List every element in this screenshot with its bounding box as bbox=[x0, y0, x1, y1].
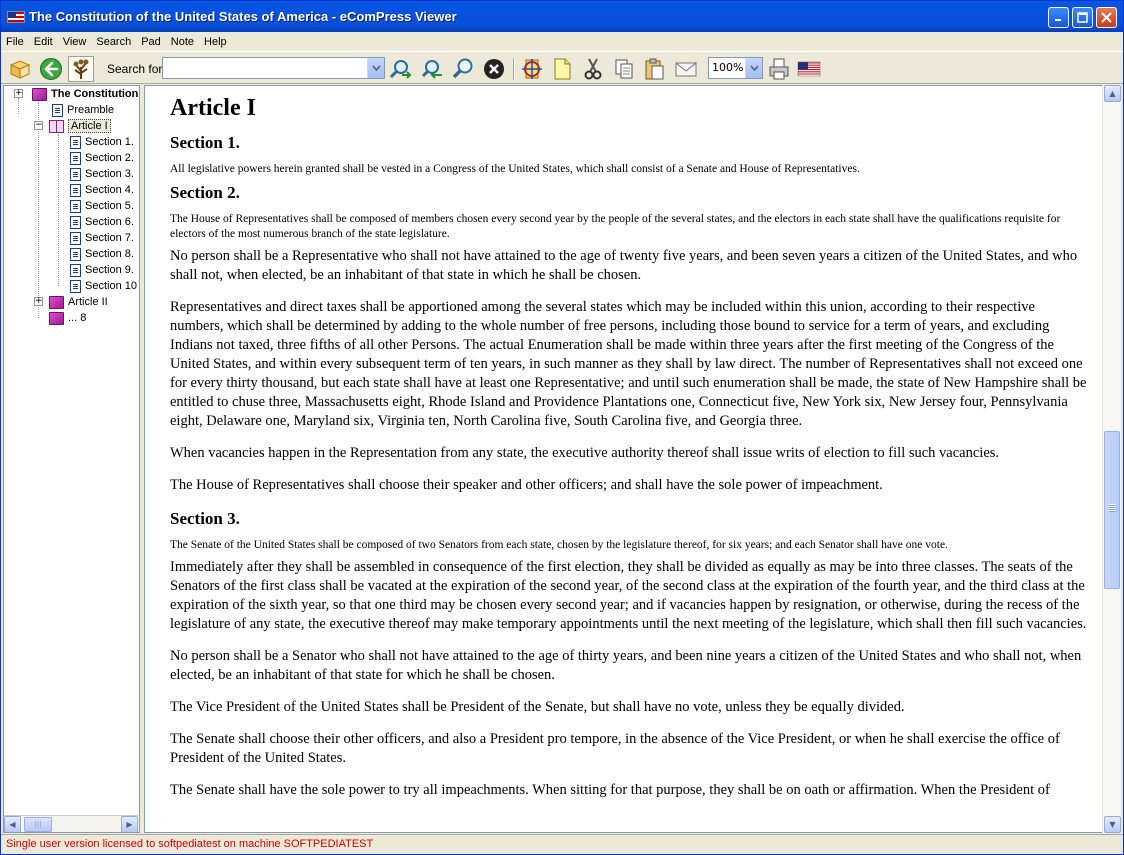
toolbar-separator bbox=[513, 58, 515, 80]
paragraph: No person shall be a Senator who shall not have attained to the age of thirty years, and been nine years a citizen of the United States and who shall not, when elected, be an inhabitant of that state for which he shall be chosen. bbox=[170, 648, 1082, 683]
paste-icon bbox=[642, 57, 666, 81]
tree-item-section[interactable] bbox=[70, 246, 134, 262]
tree-horizontal-scrollbar[interactable] bbox=[4, 815, 138, 832]
search-button[interactable] bbox=[450, 56, 476, 82]
scroll-left-button[interactable]: ◀ bbox=[4, 816, 21, 833]
tree-item-section[interactable] bbox=[70, 262, 134, 278]
clear-icon bbox=[482, 57, 506, 81]
maximize-button[interactable] bbox=[1072, 7, 1093, 28]
article-title: Article I bbox=[170, 95, 256, 121]
paragraph: The Vice President of the United States shall be President of the Senate, but shall have no vote, unless they be equally divided. bbox=[170, 699, 905, 715]
find-previous-button[interactable] bbox=[419, 56, 445, 82]
document-icon bbox=[70, 216, 81, 229]
paragraph: The Senate shall have the sole power to try all impeachments. When sitting for that purpose, they shall be on oath or affirmation. When the President of bbox=[170, 782, 1050, 798]
tree-item-section[interactable] bbox=[70, 214, 134, 230]
section-heading: Section 3. bbox=[170, 509, 240, 528]
bookmark-button[interactable] bbox=[519, 56, 545, 82]
menu-search[interactable]: Search bbox=[96, 35, 132, 48]
tree-item-section[interactable] bbox=[70, 182, 134, 198]
menu-note[interactable]: Note bbox=[170, 35, 195, 48]
book-icon bbox=[32, 88, 47, 101]
scroll-thumb[interactable] bbox=[1104, 431, 1120, 589]
scroll-thumb[interactable]: ||| bbox=[24, 817, 52, 832]
document-icon bbox=[70, 168, 81, 181]
scroll-down-button[interactable]: ▼ bbox=[1104, 816, 1121, 833]
tree-item-label: Preamble bbox=[67, 104, 115, 116]
tree-line bbox=[18, 98, 19, 114]
language-button[interactable] bbox=[796, 56, 822, 82]
document-icon bbox=[70, 248, 81, 261]
tree-item-label: Section 2. bbox=[85, 152, 134, 164]
document-icon bbox=[52, 104, 63, 117]
close-button[interactable] bbox=[1096, 7, 1117, 28]
chevron-down-icon bbox=[372, 65, 381, 71]
license-status: Single user version licensed to softpediatest on machine SOFTPEDIATEST bbox=[6, 838, 374, 850]
back-arrow-icon bbox=[39, 57, 63, 81]
section-heading: Section 2. bbox=[170, 183, 240, 202]
close-icon bbox=[1101, 12, 1112, 23]
print-button[interactable] bbox=[766, 56, 792, 82]
us-flag-icon bbox=[797, 57, 821, 81]
paragraph: The Senate of the United States shall be composed of two Senators from each state, chosen by the legislature thereof, for six years; and each Senator shall have one vote. bbox=[170, 539, 948, 551]
tree-item-section[interactable] bbox=[70, 230, 134, 246]
scissors-icon bbox=[581, 57, 605, 81]
tree-item-label: ... 8 bbox=[68, 312, 87, 324]
book-icon bbox=[49, 312, 64, 325]
menu-edit[interactable]: Edit bbox=[33, 35, 53, 48]
menu-help[interactable]: Help bbox=[204, 35, 227, 48]
tree-item-article-1[interactable] bbox=[49, 118, 111, 134]
contents-tree[interactable] bbox=[3, 85, 140, 833]
zoom-dropdown-button[interactable] bbox=[745, 58, 762, 78]
open-button[interactable] bbox=[7, 56, 33, 82]
tree-expander-article1[interactable]: − bbox=[35, 120, 43, 130]
tree-item-label: Section 8. bbox=[85, 248, 134, 260]
document-icon bbox=[70, 152, 81, 165]
document-body bbox=[170, 90, 1090, 813]
back-button[interactable] bbox=[38, 56, 64, 82]
email-button[interactable] bbox=[673, 56, 699, 82]
minimize-button[interactable] bbox=[1048, 7, 1069, 28]
tree-item-preamble[interactable] bbox=[52, 102, 114, 118]
document-view[interactable] bbox=[144, 85, 1103, 833]
zoom-select[interactable] bbox=[708, 57, 763, 79]
tree-item-label: Section 7. bbox=[85, 232, 134, 244]
zoom-value: 100% bbox=[712, 61, 744, 74]
document-icon bbox=[70, 200, 81, 213]
paragraph: Representatives and direct taxes shall be apportioned among the several states which may be included within this union, according to their respective numbers, which shall be determined by adding to the whole number of free persons, including those bound to service for a term of years, and excluding Indians not taxed, three fifths of all other Persons. The actual Enumeration shall be made within three years after the first meeting of the Congress of the United States, and within every subsequent term of ten years, in such manner as they shall by law direct. The number of Representatives shall not exceed one for every thirty thousand, but each state shall have at least one Representative; and until such enumeration shall be made, the state of New Hampshire shall be entitled to chuse three, Massachusetts eight, Rhode Island and Providence Plantations one, Connecticut five, New York six, New Jersey four, Pennsylvania eight, Delaware one, Maryland six, Virginia ten, North Carolina five, South Carolina five, and Georgia three. bbox=[170, 299, 1087, 429]
paragraph: The Senate shall choose their other officers, and also a President pro tempore, in the absence of the Vice President, or when he shall exercise the office of President of the United States. bbox=[170, 731, 1060, 766]
document-icon bbox=[70, 184, 81, 197]
document-icon bbox=[70, 280, 81, 293]
paragraph: All legislative powers herein granted shall be vested in a Congress of the United States, which shall consist of a Senate and House of Representatives. bbox=[170, 163, 860, 175]
tree-item-section[interactable] bbox=[70, 134, 134, 150]
document-icon bbox=[70, 232, 81, 245]
menu-pad[interactable]: Pad bbox=[141, 35, 161, 48]
tree-toggle-button[interactable] bbox=[68, 56, 94, 82]
tree-expander-root[interactable]: + bbox=[15, 88, 23, 98]
find-previous-icon bbox=[420, 57, 444, 81]
scroll-right-button[interactable]: ▶ bbox=[121, 816, 138, 833]
cut-button[interactable] bbox=[580, 56, 606, 82]
tree-item-section[interactable] bbox=[70, 166, 134, 182]
search-input[interactable] bbox=[162, 57, 385, 79]
paste-button[interactable] bbox=[641, 56, 667, 82]
grip-icon bbox=[1109, 504, 1116, 512]
maximize-icon bbox=[1077, 12, 1088, 23]
book-icon bbox=[49, 296, 64, 309]
scroll-up-button[interactable]: ▲ bbox=[1104, 85, 1121, 102]
tree-item-more[interactable] bbox=[49, 310, 86, 326]
tree-item-article-2[interactable] bbox=[49, 294, 108, 310]
paragraph: Immediately after they shall be assembled in consequence of the first election, they shall be divided as equally as may be into three classes. The seats of the Senators of the first class shall be vacated at the expiration of the second year, of the second class at the expiration of the fourth year, and the third class at the expiration of the sixth year, so that one third may be chosen every second year; and if vacancies happen by resignation, or otherwise, during the recess of the legislature of any state, the executive thereof may make temporary appointments until the next meeting of the legislature, which shall then fill such vacancies. bbox=[170, 559, 1087, 632]
minimize-icon bbox=[1054, 13, 1063, 22]
tree-item-root[interactable] bbox=[32, 86, 138, 102]
section-heading: Section 1. bbox=[170, 133, 240, 152]
tree-item-label: Article II bbox=[68, 296, 108, 308]
tree-item-label: The Constitution bbox=[51, 88, 139, 100]
tree-item-section[interactable] bbox=[70, 278, 137, 294]
tree-item-label: Section 3. bbox=[85, 168, 134, 180]
bookmark-target-icon bbox=[520, 57, 544, 81]
tree-item-label: Section 10 bbox=[85, 280, 137, 292]
tree-icon bbox=[69, 57, 93, 81]
tree-item-section[interactable] bbox=[70, 198, 134, 214]
chevron-down-icon bbox=[750, 65, 759, 71]
title-bar[interactable] bbox=[1, 1, 1123, 32]
us-flag-icon bbox=[7, 11, 25, 23]
tree-line bbox=[38, 102, 39, 318]
magnifier-icon bbox=[451, 57, 475, 81]
menu-view[interactable]: View bbox=[62, 35, 87, 48]
search-label: Search for bbox=[107, 62, 163, 76]
open-book-icon bbox=[49, 120, 64, 133]
tree-item-label: Section 1. bbox=[85, 136, 134, 148]
note-icon bbox=[550, 57, 574, 81]
tree-item-label: Section 6. bbox=[85, 216, 134, 228]
find-next-button[interactable] bbox=[387, 56, 413, 82]
document-vertical-scrollbar[interactable] bbox=[1102, 85, 1121, 833]
copy-button[interactable] bbox=[611, 56, 637, 82]
window-title: The Constitution of the United States of America - eComPress Viewer bbox=[29, 9, 457, 24]
clear-search-button[interactable] bbox=[481, 56, 507, 82]
menu-file[interactable]: File bbox=[6, 35, 24, 48]
printer-icon bbox=[767, 57, 791, 81]
status-bar bbox=[1, 834, 1123, 854]
copy-icon bbox=[612, 57, 636, 81]
paragraph: When vacancies happen in the Representation from any state, the executive authority thereof shall issue writs of election to fill such vacancies. bbox=[170, 445, 1000, 461]
find-next-icon bbox=[388, 57, 412, 81]
menu-bar bbox=[1, 32, 1123, 51]
tree-item-label: Article I bbox=[68, 119, 111, 133]
window-controls bbox=[1048, 7, 1117, 28]
tree-item-section[interactable] bbox=[70, 150, 134, 166]
new-note-button[interactable] bbox=[549, 56, 575, 82]
paragraph: No person shall be a Representative who shall not have attained to the age of twenty five years, and been seven years a citizen of the United States, and who shall not, when elected, be an inhabitant of that state in which he shall be chosen. bbox=[170, 248, 1078, 283]
tree-item-label: Section 5. bbox=[85, 200, 134, 212]
document-icon bbox=[70, 136, 81, 149]
tree-item-label: Section 9. bbox=[85, 264, 134, 276]
paragraph: The House of Representatives shall choose their speaker and other officers; and shall have the sole power of impeachment. bbox=[170, 477, 883, 493]
search-dropdown-button[interactable] bbox=[367, 58, 384, 78]
open-book-icon bbox=[8, 57, 32, 81]
envelope-icon bbox=[674, 57, 698, 81]
tree-expander-article2[interactable]: + bbox=[35, 296, 43, 306]
tree-line bbox=[58, 134, 59, 286]
paragraph: The House of Representatives shall be composed of members chosen every second year by the people of the several states, and the electors in each state shall have the qualifications requisite for electors of the most numerous branch of the state legislature. bbox=[170, 213, 1061, 240]
tree-item-label: Section 4. bbox=[85, 184, 134, 196]
document-icon bbox=[70, 264, 81, 277]
